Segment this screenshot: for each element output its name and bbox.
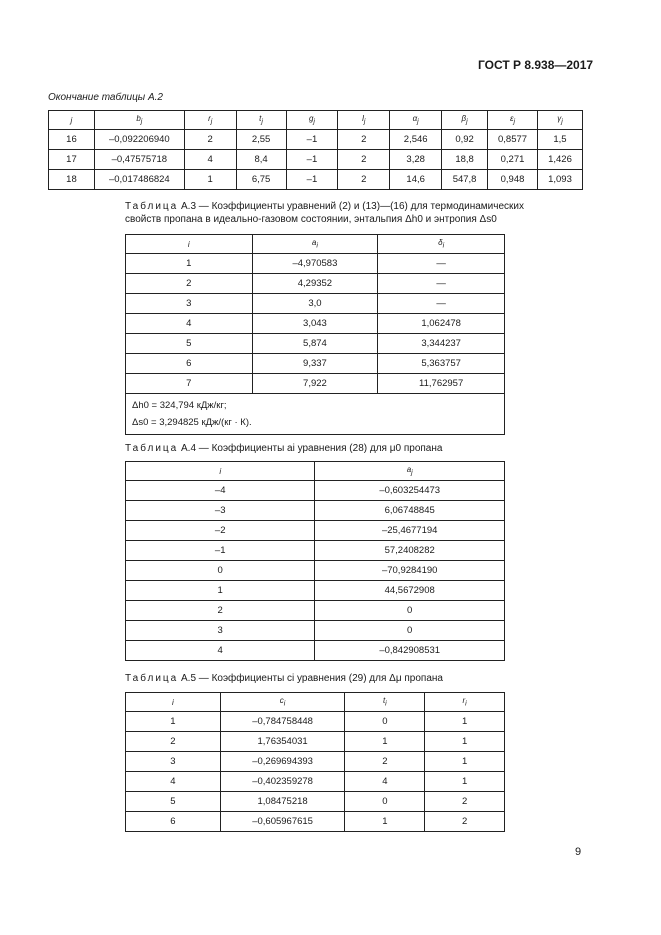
table-row (126, 254, 505, 274)
table-a5-header: $t_i$ (345, 693, 425, 712)
table-cell: –0,605967615 (220, 812, 345, 832)
table-a4-caption (125, 442, 442, 455)
table-cell: –0,269694393 (220, 752, 345, 772)
table-cell: 1,08475218 (220, 792, 345, 812)
table-row (126, 752, 505, 772)
table-a2-caption: Окончание таблицы А.2 (48, 92, 163, 103)
table-a2-header: j (49, 111, 95, 130)
table-cell: 3,043 (252, 314, 378, 334)
table-cell: –4,970583 (252, 254, 378, 274)
table-cell: 0 (345, 792, 425, 812)
table-a5-caption-label: Таблица (125, 673, 179, 684)
table-cell: 1 (425, 712, 505, 732)
table-cell: 3 (126, 752, 221, 772)
table-cell: 0,271 (488, 150, 538, 170)
table-cell: 1 (345, 732, 425, 752)
standard-header: ГОСТ Р 8.938—2017 (478, 58, 594, 72)
table-cell: 0 (126, 561, 315, 581)
table-cell: 2 (425, 812, 505, 832)
table-cell: –0,784758448 (220, 712, 345, 732)
table-cell: 2 (338, 130, 390, 150)
table-row (49, 170, 583, 190)
table-a4-header-row (126, 462, 505, 481)
table-cell: 4 (345, 772, 425, 792)
table-a3-header: i (126, 235, 253, 254)
table-a2-header: $l_j$ (338, 111, 390, 130)
table-cell: 2 (126, 601, 315, 621)
table-row (126, 541, 505, 561)
table-row (49, 130, 583, 150)
table-cell: 3,28 (390, 150, 442, 170)
table-row (126, 812, 505, 832)
table-a5-header: i (126, 693, 221, 712)
table-a3-header: $a_i$ (252, 235, 378, 254)
table-a3-caption-line1: А.3 — Коэффициенты уравнений (2) и (13)—(16) для термодинамических (181, 201, 524, 212)
table-cell: 1,062478 (378, 314, 505, 334)
table-cell: 4,29352 (252, 274, 378, 294)
table-a3-note (126, 394, 505, 435)
table-cell: 7,922 (252, 374, 378, 394)
table-cell: 5,874 (252, 334, 378, 354)
table-a5-header: $r_i$ (425, 693, 505, 712)
table-cell: 4 (184, 150, 236, 170)
table-row (126, 712, 505, 732)
table-cell: 3,0 (252, 294, 378, 314)
table-cell: — (378, 274, 505, 294)
page-number: 9 (575, 846, 582, 858)
table-cell: — (378, 254, 505, 274)
table-cell: 5,363757 (378, 354, 505, 374)
table-cell: 1,76354031 (220, 732, 345, 752)
table-a4-caption-label: Таблица (125, 443, 179, 454)
table-a4-caption-text: А.4 — Коэффициенты ai уравнения (28) для μ0 пропана (181, 443, 443, 454)
table-row (126, 501, 505, 521)
table-row (126, 581, 505, 601)
table-a3-header: $\delta_i$ (378, 235, 505, 254)
table-a5-header-row (126, 693, 505, 712)
table-a2-header: $g_j$ (286, 111, 338, 130)
table-cell: 2 (338, 170, 390, 190)
table-cell: –70,9284190 (315, 561, 505, 581)
table-cell: 0,8577 (488, 130, 538, 150)
table-cell: –0,842908531 (315, 641, 505, 661)
table-cell: 4 (126, 772, 221, 792)
table-row (126, 792, 505, 812)
table-cell: 57,2408282 (315, 541, 505, 561)
table-row (126, 314, 505, 334)
table-cell: 0,948 (488, 170, 538, 190)
table-cell: 1,426 (537, 150, 582, 170)
table-cell: –1 (286, 130, 338, 150)
table-cell: 5 (126, 334, 253, 354)
table-cell: 1 (425, 752, 505, 772)
table-a4-header: i (126, 462, 315, 481)
table-cell: –25,4677194 (315, 521, 505, 541)
table-cell: — (378, 294, 505, 314)
table-a2-header: $\beta_j$ (442, 111, 488, 130)
table-cell: 9,337 (252, 354, 378, 374)
table-row (126, 274, 505, 294)
table-a5-caption (125, 672, 443, 685)
table-cell: –0,017486824 (94, 170, 184, 190)
table-a2-header: $t_j$ (236, 111, 286, 130)
table-a4 (125, 461, 505, 661)
table-a2-header: $r_j$ (184, 111, 236, 130)
table-row (126, 641, 505, 661)
table-cell: 1 (425, 732, 505, 752)
table-cell: 14,6 (390, 170, 442, 190)
table-a5 (125, 692, 505, 832)
table-cell: –0,402359278 (220, 772, 345, 792)
table-row (126, 521, 505, 541)
table-cell: 2 (345, 752, 425, 772)
table-a3-note-row (126, 394, 505, 435)
table-cell: 0 (315, 601, 505, 621)
table-a2-header: $b_j$ (94, 111, 184, 130)
table-cell: 2,546 (390, 130, 442, 150)
table-cell: 3,344237 (378, 334, 505, 354)
table-cell: 0,92 (442, 130, 488, 150)
table-a3 (125, 234, 505, 435)
table-row (126, 772, 505, 792)
table-row (126, 621, 505, 641)
table-row (126, 334, 505, 354)
table-cell: –0,47575718 (94, 150, 184, 170)
table-a2-header: $\gamma_j$ (537, 111, 582, 130)
table-a2-header: $\alpha_j$ (390, 111, 442, 130)
table-cell: 2 (184, 130, 236, 150)
table-row (126, 732, 505, 752)
table-cell: 0 (315, 621, 505, 641)
table-cell: 6,75 (236, 170, 286, 190)
table-a3-caption-label: Таблица (125, 201, 179, 212)
table-row (126, 354, 505, 374)
table-a3-caption-line2: свойств пропана в идеально-газовом состоянии, энтальпия Δh0 и энтропия Δs0 (125, 214, 497, 225)
table-cell: –0,603254473 (315, 481, 505, 501)
table-cell: 1 (126, 712, 221, 732)
table-cell: 1 (126, 254, 253, 274)
table-cell: 18 (49, 170, 95, 190)
table-a3-note-line2: Δs0 = 3,294825 кДж/(кг · К). (132, 417, 252, 428)
table-a3-caption (125, 200, 545, 226)
table-cell: –1 (286, 150, 338, 170)
table-cell: 4 (126, 314, 253, 334)
table-row (126, 294, 505, 314)
table-a3-header-row (126, 235, 505, 254)
table-cell: 5 (126, 792, 221, 812)
table-a4-header: $a_j$ (315, 462, 505, 481)
table-cell: 2 (126, 732, 221, 752)
table-a2-header-row (49, 111, 583, 130)
table-cell: 18,8 (442, 150, 488, 170)
table-cell: 44,5672908 (315, 581, 505, 601)
table-cell: 1 (126, 581, 315, 601)
table-cell: 2 (338, 150, 390, 170)
table-cell: 3 (126, 294, 253, 314)
table-cell: –3 (126, 501, 315, 521)
table-cell: 11,762957 (378, 374, 505, 394)
table-cell: 4 (126, 641, 315, 661)
table-a5-caption-text: А.5 — Коэффициенты ci уравнения (29) для Δμ пропана (181, 673, 443, 684)
table-cell: 1,5 (537, 130, 582, 150)
table-cell: –2 (126, 521, 315, 541)
table-cell: –1 (126, 541, 315, 561)
table-cell: 1 (184, 170, 236, 190)
table-row (126, 561, 505, 581)
table-cell: 0 (345, 712, 425, 732)
table-cell: 7 (126, 374, 253, 394)
table-cell: –1 (286, 170, 338, 190)
table-row (126, 374, 505, 394)
table-cell: –0,092206940 (94, 130, 184, 150)
table-cell: –4 (126, 481, 315, 501)
table-cell: 2 (425, 792, 505, 812)
table-cell: 2,55 (236, 130, 286, 150)
table-a2-header: $\varepsilon_j$ (488, 111, 538, 130)
table-cell: 1,093 (537, 170, 582, 190)
table-cell: 8,4 (236, 150, 286, 170)
table-cell: 1 (425, 772, 505, 792)
table-cell: 16 (49, 130, 95, 150)
table-cell: 17 (49, 150, 95, 170)
table-cell: 6 (126, 812, 221, 832)
table-a2 (48, 110, 583, 190)
table-cell: 6 (126, 354, 253, 374)
table-row (126, 481, 505, 501)
table-cell: 1 (345, 812, 425, 832)
table-a3-note-line1: Δh0 = 324,794 кДж/кг; (132, 400, 227, 411)
table-cell: 2 (126, 274, 253, 294)
table-row (49, 150, 583, 170)
table-cell: 6,06748845 (315, 501, 505, 521)
table-cell: 547,8 (442, 170, 488, 190)
table-cell: 3 (126, 621, 315, 641)
table-a5-header: $c_i$ (220, 693, 345, 712)
table-row (126, 601, 505, 621)
